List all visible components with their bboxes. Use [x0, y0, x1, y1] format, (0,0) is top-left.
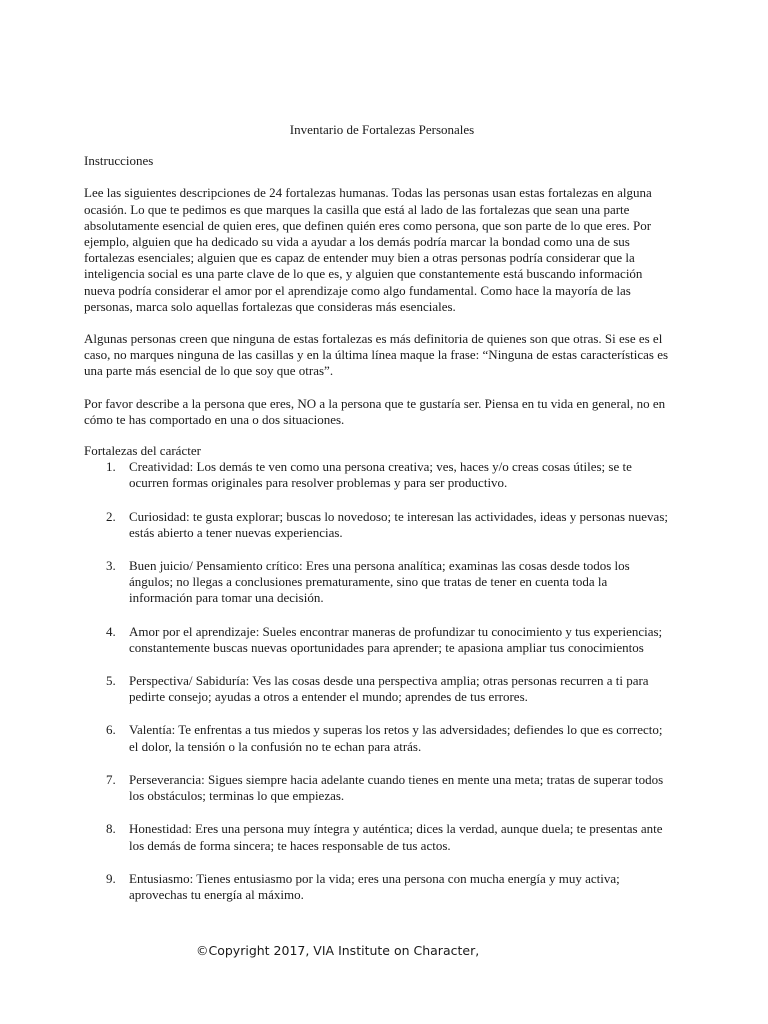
strength-item-valentia — [84, 722, 672, 754]
strength-text: Valentía: Te enfrentas a tus miedos y superas los retos y las adversidades; defiendes lo que es correcto; el dolor, la tensión o la confusión no te echan para atrás. — [129, 722, 663, 754]
strength-text: Entusiasmo: Tienes entusiasmo por la vida; eres una persona con mucha energía y muy activa; aprovechas tu energía al máximo. — [129, 870, 620, 902]
strength-item-buen-juicio — [84, 558, 672, 607]
strength-number: 3. — [106, 558, 116, 574]
strength-number: 8. — [106, 821, 116, 837]
strengths-list — [84, 459, 672, 903]
strength-number: 6. — [106, 722, 116, 738]
strength-number: 1. — [106, 459, 116, 475]
copyright-footer: ©Copyright 2017, VIA Institute on Character, — [196, 943, 480, 958]
strength-item-creatividad — [84, 459, 672, 491]
strength-item-honestidad — [84, 821, 672, 853]
strength-text: Curiosidad: te gusta explorar; buscas lo novedoso; te interesan las actividades, ideas y personas nuevas; estás abierto a tener nuevas experiencias. — [129, 508, 668, 540]
strengths-heading: Fortalezas del carácter — [84, 443, 201, 459]
instructions-paragraph-3: Por favor describe a la persona que eres, NO a la persona que te gustaría ser. Piensa en tu vida en general, no en cómo te has comportado en una o dos situaciones. — [84, 395, 666, 427]
strength-item-curiosidad — [84, 509, 672, 541]
strength-number: 2. — [106, 508, 116, 524]
instructions-paragraph-1: Lee las siguientes descripciones de 24 fortalezas humanas. Todas las personas usan estas fortalezas en alguna ocasión. Lo que te pedimos es que marques la casilla que está al lado de las fortalezas que sean una parte absolutamente esencial de quien eres, que definen quién eres como persona, que son parte de lo que eres. Por ejemplo, alguien que ha dedicado su vida a ayudar a los demás podría marcar la bondad como una de sus fortalezas esenciales; alguien que es capaz de entender muy bien a otras personas podría considerar que la inteligencia social es una parte clave de lo que es, y alguien que constantemente está buscando información nueva podría considerar el amor por el aprendizaje como algo fundamental. Como hace la mayoría de las personas, marca solo aquellas fortalezas que consideras más esenciales. — [84, 185, 652, 314]
document-body — [84, 122, 672, 920]
document-title: Inventario de Fortalezas Personales — [289, 122, 475, 137]
strength-number: 9. — [106, 870, 116, 886]
instructions-heading: Instrucciones — [84, 153, 154, 169]
strength-number: 4. — [106, 623, 116, 639]
strength-number: 7. — [106, 771, 116, 787]
strength-text: Creatividad: Los demás te ven como una persona creativa; ves, haces y/o creas cosas útiles; se te ocurren formas originales para resolver problemas y para ser productivo. — [129, 459, 632, 491]
strength-number: 5. — [106, 673, 116, 689]
strength-text: Buen juicio/ Pensamiento crítico: Eres una persona analítica; examinas las cosas desde todos los ángulos; no llegas a conclusiones prematuramente, sino que tratas de tener en cuenta toda la información para tomar una decisión. — [129, 558, 630, 606]
strength-text: Amor por el aprendizaje: Sueles encontrar maneras de profundizar tu conocimiento y tus experiencias; constantemente buscas nuevas oportunidades para aprender; te apasiona ampliar tus conocimientos — [129, 623, 663, 655]
strength-item-perspectiva — [84, 673, 672, 705]
strength-item-amor-aprendizaje — [84, 624, 672, 656]
strength-text: Perspectiva/ Sabiduría: Ves las cosas desde una perspectiva amplia; otras personas recurren a ti para pedirte consejo; ayudas a otros a entender el mundo; aprendes de tus errores. — [129, 673, 649, 705]
instructions-paragraph-2: Algunas personas creen que ninguna de estas fortalezas es más definitoria de quienes son que otras. Si ese es el caso, no marques ninguna de las casillas y en la última línea maque la frase: “Ninguna de estas características es una parte más esencial de lo que soy que otras”. — [84, 331, 669, 379]
strength-text: Perseverancia: Sigues siempre hacia adelante cuando tienes en mente una meta; tratas de superar todos los obstáculos; terminas lo que empiezas. — [129, 771, 664, 804]
strength-item-entusiasmo — [84, 871, 672, 903]
strength-item-perseverancia — [84, 772, 672, 804]
strength-text: Honestidad: Eres una persona muy íntegra y auténtica; dices la verdad, aunque duela; te presentas ante los demás de forma sincera; te haces responsable de tus actos. — [129, 821, 663, 853]
